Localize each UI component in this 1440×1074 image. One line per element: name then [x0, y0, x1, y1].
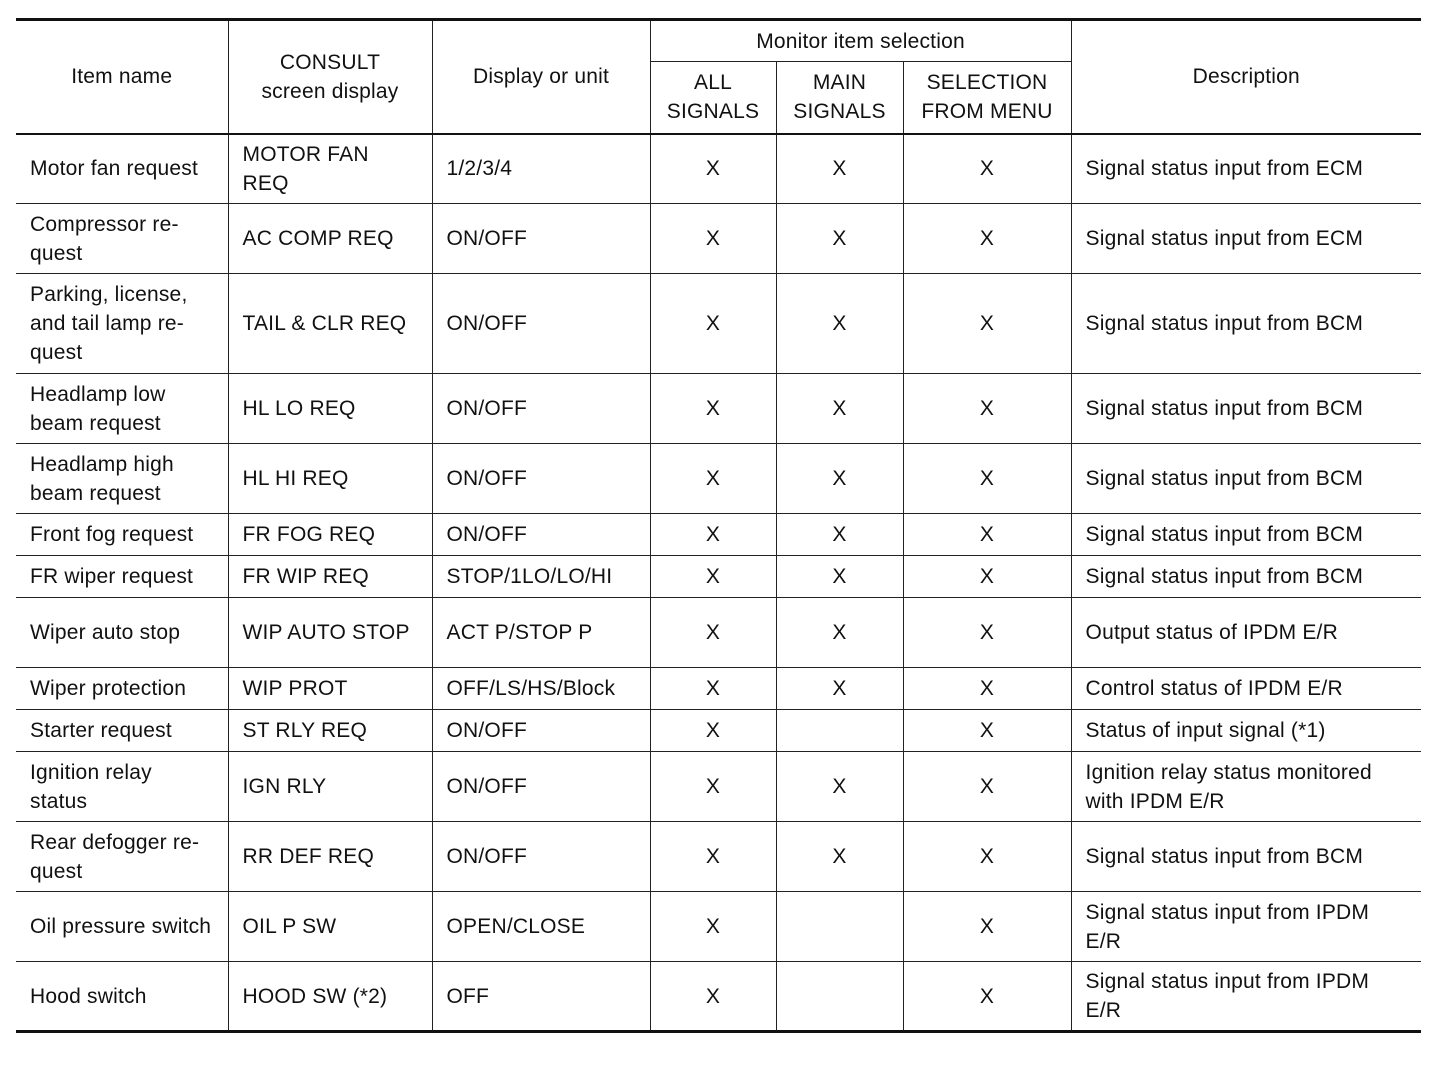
main-signals-mark: X — [776, 556, 903, 598]
main-signals-mark: X — [776, 444, 903, 514]
all-signals-mark: X — [650, 892, 776, 962]
selection-from-menu-mark: X — [903, 204, 1071, 274]
header-main-signals: MAIN SIGNALS — [776, 62, 903, 134]
header-consult-screen-display: CONSULT screen display — [228, 20, 432, 134]
all-signals-mark: X — [650, 444, 776, 514]
description-cell: Control status of IPDM E/R — [1071, 668, 1421, 710]
display-unit-cell: ON/OFF — [432, 822, 650, 892]
item-name-cell: Wiper auto stop — [16, 598, 228, 668]
all-signals-mark: X — [650, 710, 776, 752]
selection-from-menu-mark: X — [903, 444, 1071, 514]
all-signals-mark: X — [650, 668, 776, 710]
display-unit-cell: ON/OFF — [432, 514, 650, 556]
table-row — [16, 274, 1421, 374]
description-cell: Signal status input from ECM — [1071, 134, 1421, 204]
main-signals-mark: X — [776, 134, 903, 204]
item-name-cell: Hood switch — [16, 962, 228, 1032]
item-name-cell: Rear defogger re-quest — [16, 822, 228, 892]
item-name-cell: FR wiper request — [16, 556, 228, 598]
selection-from-menu-mark: X — [903, 374, 1071, 444]
description-cell: Ignition relay status monitored with IPDM E/R — [1071, 752, 1421, 822]
display-unit-cell: ON/OFF — [432, 274, 650, 374]
table-row — [16, 444, 1421, 514]
table-row — [16, 752, 1421, 822]
main-signals-mark: X — [776, 752, 903, 822]
consult-display-cell: OIL P SW — [228, 892, 432, 962]
main-signals-mark: X — [776, 374, 903, 444]
header-monitor-item-selection: Monitor item selection — [650, 20, 1071, 62]
main-signals-mark: X — [776, 514, 903, 556]
main-signals-mark: X — [776, 204, 903, 274]
item-name-cell: Motor fan request — [16, 134, 228, 204]
display-unit-cell: OPEN/CLOSE — [432, 892, 650, 962]
table-row — [16, 962, 1421, 1032]
table-row — [16, 514, 1421, 556]
table-row — [16, 134, 1421, 204]
header-display-or-unit: Display or unit — [432, 20, 650, 134]
description-cell: Signal status input from ECM — [1071, 204, 1421, 274]
all-signals-mark: X — [650, 598, 776, 668]
description-cell: Signal status input from BCM — [1071, 514, 1421, 556]
selection-from-menu-mark: X — [903, 274, 1071, 374]
item-name-cell: Compressor re-quest — [16, 204, 228, 274]
item-name-cell: Wiper protection — [16, 668, 228, 710]
display-unit-cell: ON/OFF — [432, 444, 650, 514]
display-unit-cell: ON/OFF — [432, 710, 650, 752]
consult-display-cell: ST RLY REQ — [228, 710, 432, 752]
table-row — [16, 598, 1421, 668]
table-row — [16, 892, 1421, 962]
display-unit-cell: ON/OFF — [432, 752, 650, 822]
header-description: Description — [1071, 20, 1421, 134]
display-unit-cell: OFF — [432, 962, 650, 1032]
consult-display-cell: IGN RLY — [228, 752, 432, 822]
all-signals-mark: X — [650, 822, 776, 892]
description-cell: Status of input signal (*1) — [1071, 710, 1421, 752]
monitor-item-table — [16, 18, 1421, 1033]
selection-from-menu-mark: X — [903, 962, 1071, 1032]
table-row — [16, 710, 1421, 752]
consult-display-cell: WIP AUTO STOP — [228, 598, 432, 668]
selection-from-menu-mark: X — [903, 598, 1071, 668]
all-signals-mark: X — [650, 962, 776, 1032]
all-signals-mark: X — [650, 514, 776, 556]
header-all-signals: ALL SIGNALS — [650, 62, 776, 134]
item-name-cell: Front fog request — [16, 514, 228, 556]
header-item-name: Item name — [16, 20, 228, 134]
description-cell: Signal status input from IPDM E/R — [1071, 962, 1421, 1032]
consult-display-cell: HL LO REQ — [228, 374, 432, 444]
table-row — [16, 204, 1421, 274]
display-unit-cell: ON/OFF — [432, 204, 650, 274]
selection-from-menu-mark: X — [903, 822, 1071, 892]
all-signals-mark: X — [650, 134, 776, 204]
consult-display-cell: FR FOG REQ — [228, 514, 432, 556]
main-signals-mark: X — [776, 822, 903, 892]
selection-from-menu-mark: X — [903, 668, 1071, 710]
selection-from-menu-mark: X — [903, 514, 1071, 556]
display-unit-cell: 1/2/3/4 — [432, 134, 650, 204]
description-cell: Signal status input from BCM — [1071, 444, 1421, 514]
all-signals-mark: X — [650, 204, 776, 274]
selection-from-menu-mark: X — [903, 752, 1071, 822]
all-signals-mark: X — [650, 752, 776, 822]
table-row — [16, 556, 1421, 598]
consult-display-cell: AC COMP REQ — [228, 204, 432, 274]
consult-display-cell: WIP PROT — [228, 668, 432, 710]
table-row — [16, 822, 1421, 892]
selection-from-menu-mark: X — [903, 556, 1071, 598]
table-row — [16, 668, 1421, 710]
main-signals-mark: X — [776, 598, 903, 668]
table-row — [16, 374, 1421, 444]
description-cell: Signal status input from IPDM E/R — [1071, 892, 1421, 962]
consult-display-cell: TAIL & CLR REQ — [228, 274, 432, 374]
description-cell: Output status of IPDM E/R — [1071, 598, 1421, 668]
all-signals-mark: X — [650, 274, 776, 374]
main-signals-mark: X — [776, 668, 903, 710]
header-selection-from-menu: SELECTION FROM MENU — [903, 62, 1071, 134]
consult-display-cell: FR WIP REQ — [228, 556, 432, 598]
main-signals-mark — [776, 892, 903, 962]
description-cell: Signal status input from BCM — [1071, 274, 1421, 374]
consult-display-cell: RR DEF REQ — [228, 822, 432, 892]
selection-from-menu-mark: X — [903, 134, 1071, 204]
main-signals-mark — [776, 710, 903, 752]
consult-display-cell: MOTOR FAN REQ — [228, 134, 432, 204]
item-name-cell: Headlamp high beam request — [16, 444, 228, 514]
item-name-cell: Starter request — [16, 710, 228, 752]
description-cell: Signal status input from BCM — [1071, 374, 1421, 444]
selection-from-menu-mark: X — [903, 892, 1071, 962]
item-name-cell: Oil pressure switch — [16, 892, 228, 962]
all-signals-mark: X — [650, 374, 776, 444]
display-unit-cell: OFF/LS/HS/Block — [432, 668, 650, 710]
main-signals-mark — [776, 962, 903, 1032]
consult-display-cell: HL HI REQ — [228, 444, 432, 514]
main-signals-mark: X — [776, 274, 903, 374]
item-name-cell: Headlamp low beam request — [16, 374, 228, 444]
display-unit-cell: STOP/1LO/LO/HI — [432, 556, 650, 598]
item-name-cell: Parking, license, and tail lamp re-quest — [16, 274, 228, 374]
description-cell: Signal status input from BCM — [1071, 556, 1421, 598]
description-cell: Signal status input from BCM — [1071, 822, 1421, 892]
display-unit-cell: ACT P/STOP P — [432, 598, 650, 668]
selection-from-menu-mark: X — [903, 710, 1071, 752]
consult-display-cell: HOOD SW (*2) — [228, 962, 432, 1032]
item-name-cell: Ignition relay status — [16, 752, 228, 822]
all-signals-mark: X — [650, 556, 776, 598]
display-unit-cell: ON/OFF — [432, 374, 650, 444]
